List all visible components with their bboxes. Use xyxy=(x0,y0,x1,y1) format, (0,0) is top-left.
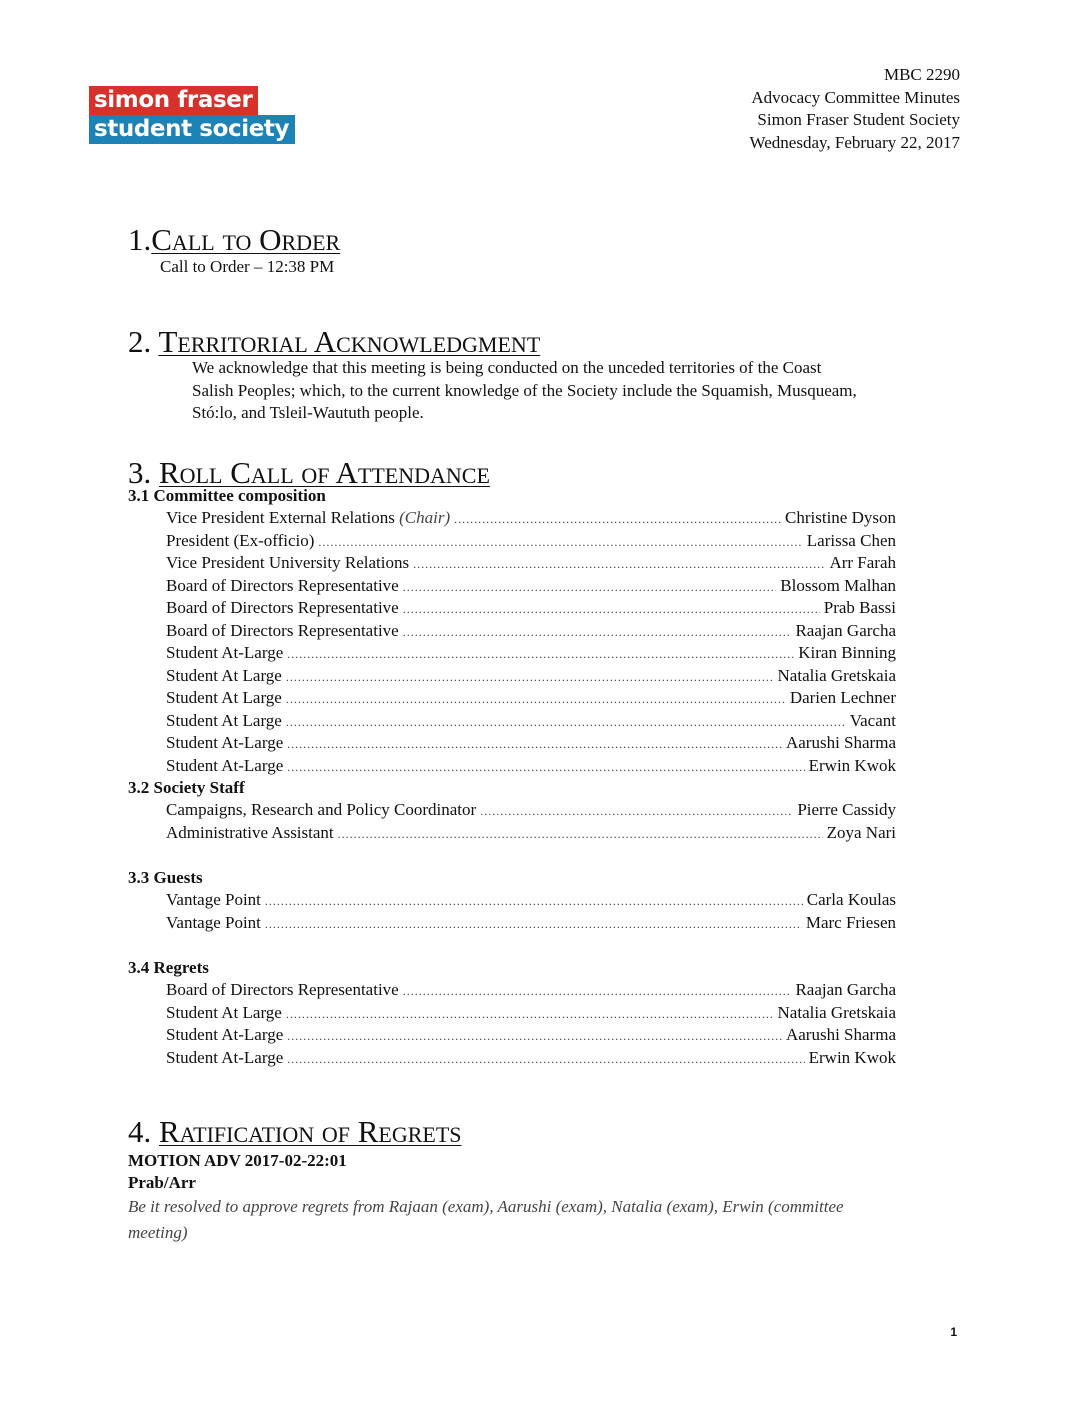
roster-row xyxy=(166,688,896,711)
roster-role: Board of Directors Representative xyxy=(166,980,399,999)
resolution-line: meeting) xyxy=(128,1223,188,1242)
roster-row xyxy=(166,823,896,846)
roster-role: Student At Large xyxy=(166,710,282,730)
roster-role: Campaigns, Research and Policy Coordinator xyxy=(166,800,477,819)
header-org: Simon Fraser Student Society xyxy=(757,110,960,129)
roster-row xyxy=(166,553,896,576)
section-4-title: Ratification of Regrets xyxy=(159,1114,462,1149)
dot-leader xyxy=(265,894,803,909)
dot-leader xyxy=(403,580,777,595)
call-to-order-text: Call to Order – 12:38 PM xyxy=(160,257,335,276)
roster-name: Darien Lechner xyxy=(789,688,896,707)
roster-role: Vantage Point xyxy=(166,912,261,932)
dot-leader xyxy=(287,737,782,752)
roster-row xyxy=(166,1025,896,1048)
section-4-heading xyxy=(128,1116,462,1147)
roster-role: Student At-Large xyxy=(166,643,284,662)
roster-role: Board of Directors Representative xyxy=(166,620,399,640)
roster-name: Marc Friesen xyxy=(805,912,896,932)
motion-id: MOTION ADV 2017-02-22:01 xyxy=(128,1151,347,1170)
roster-name: Larissa Chen xyxy=(806,530,896,550)
roster-row xyxy=(166,576,896,599)
section-2-title: Territorial Acknowledgment xyxy=(158,324,541,359)
section-1-heading xyxy=(128,224,340,255)
header-date: Wednesday, February 22, 2017 xyxy=(749,132,960,152)
regrets-heading: 3.4 Regrets xyxy=(128,958,209,977)
section-1-number: 1. xyxy=(128,222,152,257)
dot-leader xyxy=(287,647,794,662)
dot-leader xyxy=(286,715,846,730)
roster-name: Pierre Cassidy xyxy=(797,800,896,819)
roster-name: Kiran Binning xyxy=(798,643,896,662)
roster-role: Student At Large xyxy=(166,1002,282,1022)
roster-name: Natalia Gretskaia xyxy=(777,1002,896,1022)
logo-line-2: student society xyxy=(89,115,295,144)
roster-row xyxy=(166,1003,896,1026)
roster-role: Student At-Large xyxy=(166,733,284,752)
roster-role: Student At-Large xyxy=(166,1025,284,1044)
roster-role: Student At-Large xyxy=(166,755,284,775)
logo-line-1: simon fraser xyxy=(89,86,258,115)
roster-row xyxy=(166,913,896,936)
roster-name: Christine Dyson xyxy=(785,508,896,527)
dot-leader xyxy=(480,804,793,819)
roster-row xyxy=(166,666,896,689)
roster-name: Arr Farah xyxy=(829,553,896,572)
committee-composition-list xyxy=(166,508,896,778)
roster-name: Raajan Garcha xyxy=(795,980,896,999)
motion-movers: Prab/Arr xyxy=(128,1173,196,1192)
society-staff-list xyxy=(166,800,896,845)
motion-resolution xyxy=(128,1194,844,1246)
society-staff-heading: 3.2 Society Staff xyxy=(128,778,245,797)
roster-row xyxy=(166,643,896,666)
roster-role: Vice President University Relations xyxy=(166,553,410,572)
section-1-title: Call to Order xyxy=(151,222,341,257)
committee-composition-heading: 3.1 Committee composition xyxy=(128,486,326,505)
roster-row xyxy=(166,598,896,621)
section-3-heading xyxy=(128,457,490,488)
roster-name: Vacant xyxy=(849,710,896,730)
roster-row xyxy=(166,531,896,554)
roster-role: Student At-Large xyxy=(166,1047,284,1067)
section-2-number: 2. xyxy=(128,324,159,359)
resolution-line: Be it resolved to approve regrets from Rajaan (exam), Aarushi (exam), Natalia (exam), Erwin (committee xyxy=(128,1197,844,1216)
dot-leader xyxy=(338,827,823,842)
roster-name: Raajan Garcha xyxy=(795,620,896,640)
section-3-title: Roll Call of Attendance xyxy=(159,455,490,490)
territorial-acknowledgment-text xyxy=(192,357,857,425)
regrets-list xyxy=(166,980,896,1070)
roster-role: Administrative Assistant xyxy=(166,822,334,842)
section-3-number: 3. xyxy=(128,455,159,490)
page-number: 1 xyxy=(950,1325,957,1339)
roster-name: Aarushi Sharma xyxy=(785,733,896,752)
sfss-logo xyxy=(89,86,295,144)
roster-row xyxy=(166,711,896,734)
roster-role: Student At Large xyxy=(166,688,282,707)
roster-name: Erwin Kwok xyxy=(808,755,896,775)
roster-row xyxy=(166,890,896,913)
roster-role: Vice President External Relations xyxy=(166,508,400,527)
roster-role: Vantage Point xyxy=(166,890,261,909)
dot-leader xyxy=(454,512,781,527)
roster-role: President (Ex-officio) xyxy=(166,530,315,550)
roster-row xyxy=(166,800,896,823)
dot-leader xyxy=(403,625,792,640)
roster-row xyxy=(166,756,896,779)
roster-row xyxy=(166,1048,896,1071)
acknowledgment-line: Stó:lo, and Tsleil-Waututh people. xyxy=(192,403,424,422)
roster-name: Carla Koulas xyxy=(806,890,896,909)
roster-name: Zoya Nari xyxy=(826,822,896,842)
dot-leader xyxy=(287,760,804,775)
guests-heading: 3.3 Guests xyxy=(128,868,203,887)
roster-row xyxy=(166,733,896,756)
dot-leader xyxy=(287,1052,804,1067)
dot-leader xyxy=(318,535,802,550)
roster-role: Student At Large xyxy=(166,665,282,685)
roster-name: Aarushi Sharma xyxy=(785,1025,896,1044)
dot-leader xyxy=(403,602,820,617)
dot-leader xyxy=(286,1007,774,1022)
roster-name: Erwin Kwok xyxy=(808,1047,896,1067)
roster-name: Blossom Malhan xyxy=(780,575,896,595)
roster-name: Prab Bassi xyxy=(823,598,896,617)
guests-list xyxy=(166,890,896,935)
dot-leader xyxy=(413,557,825,572)
acknowledgment-line: We acknowledge that this meeting is being conducted on the unceded territories of the Coast xyxy=(192,358,822,377)
roster-name: Natalia Gretskaia xyxy=(777,665,896,685)
roster-role: Board of Directors Representative xyxy=(166,575,399,595)
acknowledgment-line: Salish Peoples; which, to the current knowledge of the Society include the Squamish, Musqueam, xyxy=(192,380,857,400)
roster-role: Board of Directors Representative xyxy=(166,598,399,617)
roster-row xyxy=(166,508,896,531)
roster-role-note: (Chair) xyxy=(399,508,451,527)
dot-leader xyxy=(403,984,792,999)
dot-leader xyxy=(265,917,802,932)
section-4-number: 4. xyxy=(128,1114,159,1149)
roster-row xyxy=(166,980,896,1003)
document-header xyxy=(750,64,960,154)
dot-leader xyxy=(286,692,786,707)
header-doc-title: Advocacy Committee Minutes xyxy=(751,87,960,107)
section-2-heading xyxy=(128,326,540,357)
dot-leader xyxy=(286,670,774,685)
header-room: MBC 2290 xyxy=(883,65,960,84)
dot-leader xyxy=(287,1029,782,1044)
roster-row xyxy=(166,621,896,644)
